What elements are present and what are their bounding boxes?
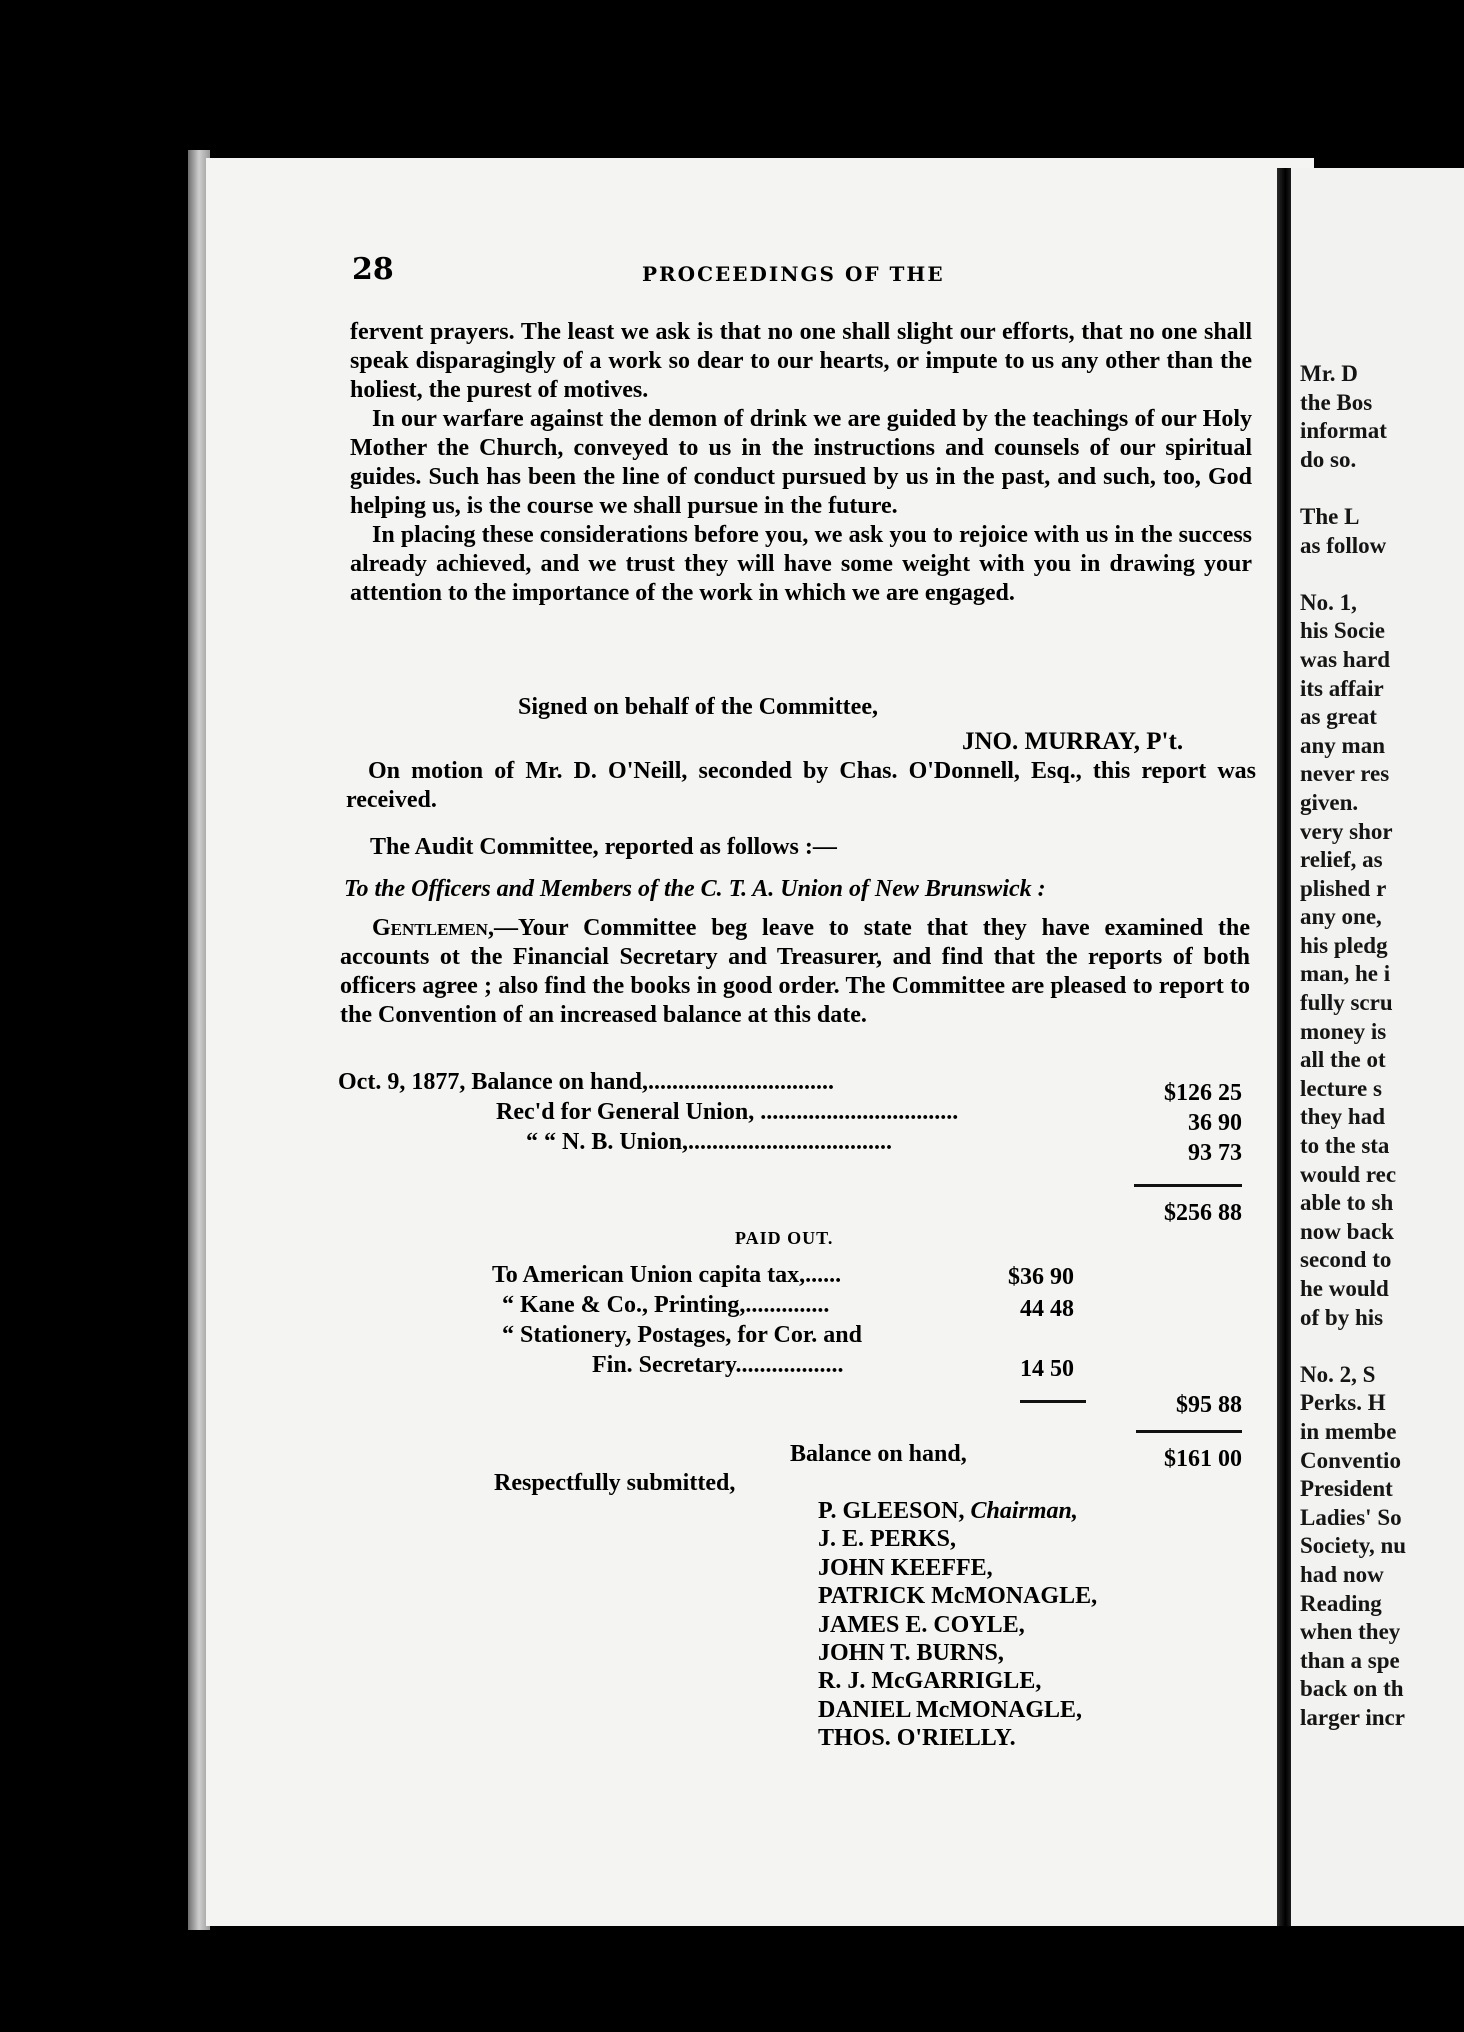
facing-page-line: back on th: [1300, 1676, 1404, 1702]
facing-page-line: he would: [1300, 1276, 1389, 1301]
signatory-name: JOHN T. BURNS,: [818, 1640, 1004, 1667]
paragraph: fervent prayers. The least we ask is that no one shall slight our efforts, that no one shall speak disparagingly of a work so dear to our hearts, or impute to us any other than the holiest, the purest of motives.: [350, 319, 1252, 403]
receipt-row: “ “ N. B. Union,..................................: [526, 1129, 893, 1155]
facing-page-line: was hard: [1300, 646, 1391, 672]
facing-page-line: Perks. H: [1300, 1390, 1386, 1416]
facing-page-line: its affair: [1300, 675, 1384, 701]
signatory-name: JOHN KEEFFE,: [818, 1554, 993, 1581]
facing-page-line: of by his: [1300, 1304, 1384, 1330]
balance-amount: $161 00: [1164, 1446, 1242, 1472]
audit-heading: The Audit Committee, reported as follows :—: [370, 834, 837, 860]
facing-page-fragment: [1292, 168, 1464, 1926]
facing-page-line: [1300, 560, 1406, 589]
facing-page-line: larger incr: [1300, 1704, 1405, 1730]
signatory-chair: [818, 1497, 1097, 1525]
facing-page-line: now back: [1300, 1218, 1394, 1244]
facing-page-line: as follow: [1300, 532, 1387, 558]
facing-page-line: [1300, 474, 1406, 503]
paid-out-heading: PAID OUT.: [735, 1228, 834, 1248]
facing-page-line: had now: [1300, 1561, 1384, 1587]
facing-page-line: in membe: [1300, 1418, 1397, 1444]
facing-page-line: Society, nu: [1300, 1533, 1407, 1559]
signatory-name: P. GLEESON,: [818, 1498, 965, 1524]
facing-page-line: relief, as: [1300, 847, 1383, 873]
facing-page-line: [1300, 1332, 1406, 1361]
signer-name: JNO. MURRAY, P't.: [962, 728, 1184, 755]
facing-page-line: No. 2, S: [1300, 1361, 1376, 1387]
facing-page-line: any man: [1300, 732, 1385, 758]
receipt-amount: 36 90: [1188, 1110, 1242, 1136]
facing-page-line: second to: [1300, 1247, 1392, 1273]
facing-page-line: Conventio: [1300, 1447, 1401, 1473]
facing-page-line: as great: [1300, 704, 1377, 730]
receipt-amount: 93 73: [1188, 1140, 1242, 1166]
facing-page-line: than a spe: [1300, 1647, 1400, 1673]
receipts-total: $256 88: [1164, 1200, 1242, 1226]
book-gutter: [1277, 168, 1291, 1926]
facing-page-line: plished r: [1300, 875, 1387, 901]
total-rule: [1136, 1430, 1242, 1433]
facing-page-line: No. 1,: [1300, 589, 1357, 615]
facing-page-line: his Socie: [1300, 618, 1385, 644]
committee-report-text: [350, 318, 1252, 608]
payments-total: $95 88: [1176, 1392, 1242, 1418]
receipt-row: Oct. 9, 1877, Balance on hand,...............................: [338, 1069, 835, 1095]
receipt-row: Rec'd for General Union, .................................: [496, 1099, 959, 1125]
facing-page-line: all the ot: [1300, 1047, 1386, 1073]
facing-page-line: man, he i: [1300, 961, 1391, 987]
facing-page-line: they had: [1300, 1104, 1385, 1130]
running-head: PROCEEDINGS OF THE: [642, 262, 945, 286]
payment-row: Fin. Secretary..................: [592, 1352, 844, 1378]
signatory-name: THOS. O'RIELLY.: [818, 1725, 1016, 1752]
facing-page-line: would rec: [1300, 1161, 1397, 1187]
motion-text: [346, 757, 1256, 815]
payment-amount: $36 90: [1008, 1264, 1074, 1290]
page-number: 28: [352, 252, 394, 287]
facing-page-line: any one,: [1300, 904, 1382, 930]
facing-page-line: when they: [1300, 1619, 1401, 1645]
facing-page-line: Reading: [1300, 1590, 1382, 1616]
facing-page-line: very shor: [1300, 818, 1393, 844]
salutation: Gentlemen,: [372, 915, 494, 941]
facing-page-line: lecture s: [1300, 1075, 1382, 1101]
facing-page-line: informat: [1300, 418, 1387, 444]
signatory-name: JAMES E. COYLE,: [818, 1611, 1025, 1638]
total-rule: [1134, 1184, 1242, 1187]
balance-label: Balance on hand,: [790, 1441, 967, 1467]
signed-line: Signed on behalf of the Committee,: [518, 694, 878, 720]
payment-amount: 14 50: [1020, 1356, 1074, 1382]
subtotal-rule: [1020, 1400, 1086, 1403]
facing-page-line: able to sh: [1300, 1190, 1394, 1216]
paragraph: [340, 914, 1250, 1030]
signatory-name: DANIEL McMONAGLE,: [818, 1696, 1082, 1723]
facing-page-line: Mr. D: [1300, 361, 1358, 386]
facing-page-line: money is: [1300, 1018, 1387, 1044]
facing-page-line: The L: [1300, 503, 1360, 529]
facing-page-line: to the sta: [1300, 1133, 1390, 1159]
payment-row: “ Stationery, Postages, for Cor. and: [502, 1322, 862, 1348]
signatory-name: J. E. PERKS,: [818, 1526, 957, 1553]
facing-page-line: given.: [1300, 789, 1359, 815]
paragraph-body: —Your Committee beg leave to state that they have examined the accounts ot the Financial Secretary and Treasurer, and find that the reports of both officers agree ; also find the books in good order. The Committee are pleased to report to the Convention of an increased balance at this date.: [340, 915, 1250, 1028]
payment-row: To American Union capita tax,......: [492, 1262, 842, 1288]
signatory-name: R. J. McGARRIGLE,: [818, 1668, 1042, 1695]
facing-page-line: President: [1300, 1476, 1393, 1502]
facing-page-line: do so.: [1300, 446, 1357, 472]
payment-amount: 44 48: [1020, 1296, 1074, 1322]
paragraph: On motion of Mr. D. O'Neill, seconded by Chas. O'Donnell, Esq., this report was received.: [346, 758, 1256, 813]
paragraph: In placing these considerations before you, we ask you to rejoice with us in the success already achieved, and we trust they will have some weight with you in drawing your attention to the importance of the work in which we are engaged.: [350, 522, 1252, 606]
page-header: [352, 252, 1252, 292]
committee-signatures: [818, 1497, 1097, 1753]
paragraph: In our warfare against the demon of drink we are guided by the teachings of our Holy Mother the Church, conveyed to us in the instructions and counsels of our spiritual guides. Such has been the line of conduct pursued by us in the past, and such, too, God helping us, is the course we shall pursue in the future.: [350, 406, 1252, 519]
facing-page-line: never res: [1300, 761, 1390, 787]
payment-row: “ Kane & Co., Printing,..............: [502, 1292, 830, 1318]
signatory-name: PATRICK McMONAGLE,: [818, 1583, 1098, 1610]
facing-page-line: the Bos: [1300, 389, 1373, 415]
facing-page-line: fully scru: [1300, 990, 1393, 1016]
facing-page-line: his pledg: [1300, 932, 1388, 958]
addressee: To the Officers and Members of the C. T. A. Union of New Brunswick :: [344, 876, 1046, 902]
signatory-members: [818, 1525, 1097, 1752]
receipt-amount: $126 25: [1164, 1080, 1242, 1106]
facing-page-text: [1300, 360, 1406, 1733]
facing-page-line: Ladies' So: [1300, 1504, 1402, 1530]
audit-report-text: [340, 914, 1250, 1030]
respectfully-submitted: Respectfully submitted,: [494, 1470, 736, 1496]
signatory-title: Chairman,: [970, 1498, 1078, 1524]
